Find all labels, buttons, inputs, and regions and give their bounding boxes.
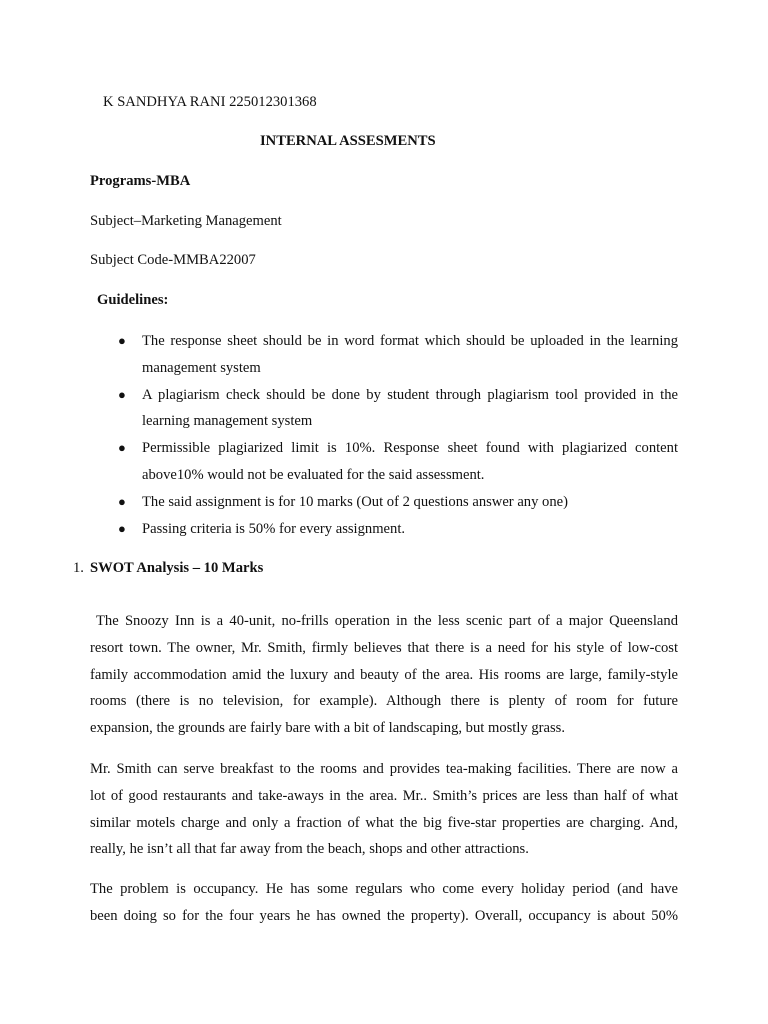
paragraph-line: rooms (there is no television, for example). Although there is plenty of room for future <box>90 693 678 710</box>
guidelines-list <box>118 328 678 542</box>
bullet-icon: ● <box>118 440 126 456</box>
guideline-line: management system <box>142 359 261 376</box>
paragraph <box>90 756 678 863</box>
bullet-icon: ● <box>118 520 126 536</box>
guideline-item <box>118 435 678 489</box>
paragraph-line: Mr. Smith can serve breakfast to the rooms and provides tea-making facilities. There are now a <box>90 761 678 777</box>
guideline-item <box>118 328 678 382</box>
paragraph-line: been doing so for the four years he has owned the property). Overall, occupancy is about 50% <box>90 907 678 924</box>
guideline-line: learning management system <box>142 413 313 430</box>
guidelines-heading: Guidelines: <box>97 292 169 308</box>
subject-code-label: Subject Code-MMBA22007 <box>90 252 256 268</box>
paragraph-line: really, he isn’t all that far away from the beach, shops and other attractions. <box>90 841 529 858</box>
question-number: 1. <box>73 560 84 576</box>
paragraph-line: The problem is occupancy. He has some regulars who come every holiday period (and have <box>90 881 678 897</box>
guideline-line: A plagiarism check should be done by student through plagiarism tool provided in the <box>142 386 678 403</box>
document-title: INTERNAL ASSESMENTS <box>260 133 436 149</box>
program-label: Programs-MBA <box>90 173 191 189</box>
bullet-icon: ● <box>118 386 126 402</box>
student-name-id: K SANDHYA RANI 225012301368 <box>103 94 317 110</box>
subject-label: Subject–Marketing Management <box>90 213 282 229</box>
bullet-icon: ● <box>118 493 126 509</box>
guideline-line: above10% would not be evaluated for the said assessment. <box>142 466 485 483</box>
guideline-item <box>118 516 678 543</box>
question-heading: SWOT Analysis – 10 Marks <box>90 560 264 576</box>
paragraph <box>90 608 678 742</box>
paragraph-line: family accommodation amid the luxury and beauty of the area. His rooms are large, family-style <box>90 666 678 683</box>
guideline-line: The said assignment is for 10 marks (Out of 2 questions answer any one) <box>142 493 568 510</box>
guideline-line: The response sheet should be in word format which should be uploaded in the learning <box>142 333 678 349</box>
bullet-icon: ● <box>118 333 126 348</box>
guideline-item <box>118 489 678 516</box>
paragraph <box>90 876 678 930</box>
paragraph-line: expansion, the grounds are fairly bare with a bit of landscaping, but mostly grass. <box>90 720 565 737</box>
paragraph-line: resort town. The owner, Mr. Smith, firmly believes that there is a need for his style of low-cost <box>90 639 678 656</box>
guideline-item <box>118 382 678 436</box>
paragraph-line: The Snoozy Inn is a 40-unit, no-frills operation in the less scenic part of a major Queensland <box>90 613 678 629</box>
guideline-line: Passing criteria is 50% for every assignment. <box>142 520 406 537</box>
paragraph-line: lot of good restaurants and take-aways in the area. Mr.. Smith’s prices are less than half of what <box>90 787 678 804</box>
paragraph-line: similar motels charge and only a fraction of what the big five-star properties are charging. And, <box>90 814 678 831</box>
guideline-line: Permissible plagiarized limit is 10%. Response sheet found with plagiarized content <box>142 440 678 457</box>
